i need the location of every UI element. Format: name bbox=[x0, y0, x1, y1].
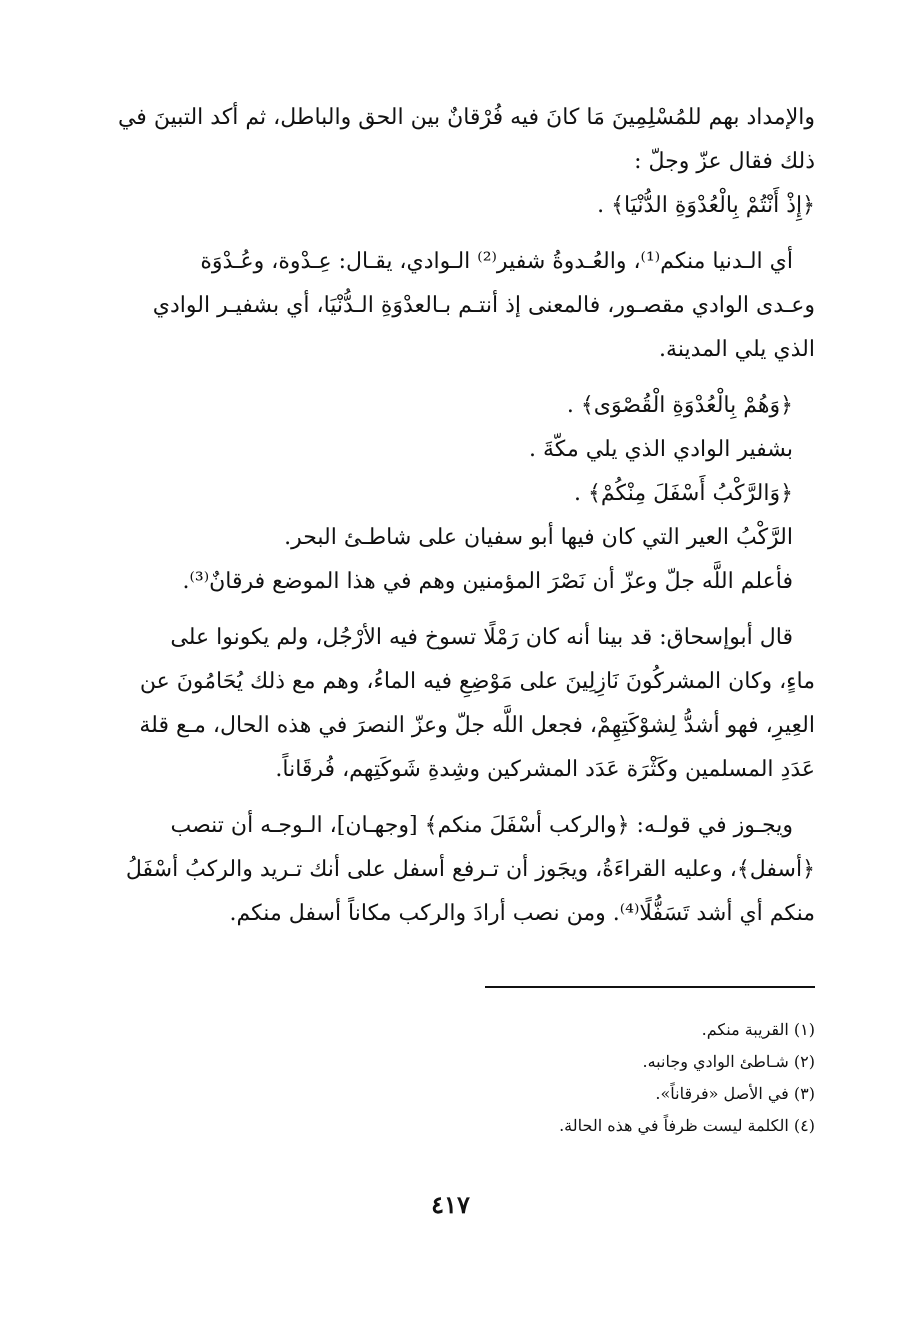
body-line: العِيرِ، فهو أشدُّ لِشوْكَتِهِمْ، فجعل اللَّه جلّ وعزّ النصرَ في هذه الحال، مـع قلة bbox=[139, 713, 815, 738]
body-line: الذي يلي المدينة. bbox=[659, 337, 815, 362]
body-line: عَدَدِ المسلمين وكَثْرَة عَدَد المشركين وشِدةِ شَوكَتِهم، فُرقَاناً. bbox=[275, 757, 815, 782]
footnote-divider bbox=[485, 986, 815, 988]
footnote: (٢) شـاطئ الوادي وجانبه. bbox=[642, 1052, 815, 1071]
footnotes bbox=[88, 1014, 815, 1142]
body-line: فأعلم اللَّه جلّ وعزّ أن نَصْرَ المؤمنين وهم في هذا الموضع فرقانٌ⁽³⁾. bbox=[182, 569, 793, 594]
body-line: وعـدى الوادي مقصـور، فالمعنى إذ أنتـم بـالعدْوَةِ الـدُّنْيَا، أي بشفيـر الوادي bbox=[152, 293, 815, 318]
footnote: (١) القريبة منكم. bbox=[701, 1020, 815, 1039]
body-line: ويجـوز في قولـه: ﴿والركب أسْفَلَ منكم﴾ [وجهـان]، الـوجـه أن تنصب bbox=[170, 813, 793, 838]
body-line: ﴿أسفل﴾، وعليه القراءَةُ، ويجَوز أن تـرفع أسفل على أنك تـريد والركبُ أسْفَلُ bbox=[125, 857, 815, 882]
body-line: ماءٍ، وكان المشركُونَ نَازِلِينَ على مَوْضِعِ فيه الماءُ، وهم مع ذلك يُحَامُونَ عن bbox=[139, 669, 815, 694]
body-line: بشفير الوادي الذي يلي مكّةَ . bbox=[529, 437, 793, 462]
footnote: (٣) في الأصل «فرقاناً». bbox=[655, 1084, 815, 1103]
quran-verse: ﴿وَهُمْ بِالْعُدْوَةِ الْقُصْوَى﴾ . bbox=[566, 393, 793, 418]
body-line: أي الـدنيا منكم⁽¹⁾، والعُـدوةُ شفير⁽²⁾ الـوادي، يقـال: عِـدْوة، وعُـدْوَة bbox=[200, 249, 793, 274]
body-line: ذلك فقال عزّ وجلّ : bbox=[634, 149, 815, 174]
body-line: الرَّكْبُ العير التي كان فيها أبو سفيان على شاطـئ البحر. bbox=[284, 525, 793, 550]
body-line: والإمداد بهم للمُسْلِمِينَ مَا كانَ فيه فُرْقانٌ بين الحق والباطل، ثم أكد التبينَ في bbox=[117, 105, 815, 130]
quran-verse: ﴿إِذْ أَنْتُمْ بِالْعُدْوَةِ الدُّنْيَا﴾ . bbox=[597, 193, 815, 218]
page-number: ٤١٧ bbox=[431, 1190, 470, 1219]
quran-verse: ﴿وَالرَّكْبُ أَسْفَلَ مِنْكُمْ﴾ . bbox=[574, 481, 793, 506]
footnote: (٤) الكلمة ليست ظرفاً في هذه الحالة. bbox=[559, 1116, 815, 1135]
body-line: منكم أي أشد تَسَفُّلًا⁽⁴⁾. ومن نصب أرادَ والركب مكاناً أسفل منكم. bbox=[229, 901, 815, 926]
body-line: قال أبوإسحاق: قد بينا أنه كان رَمْلًا تسوخ فيه الأرْجُل، ولم يكونوا على bbox=[170, 625, 793, 650]
